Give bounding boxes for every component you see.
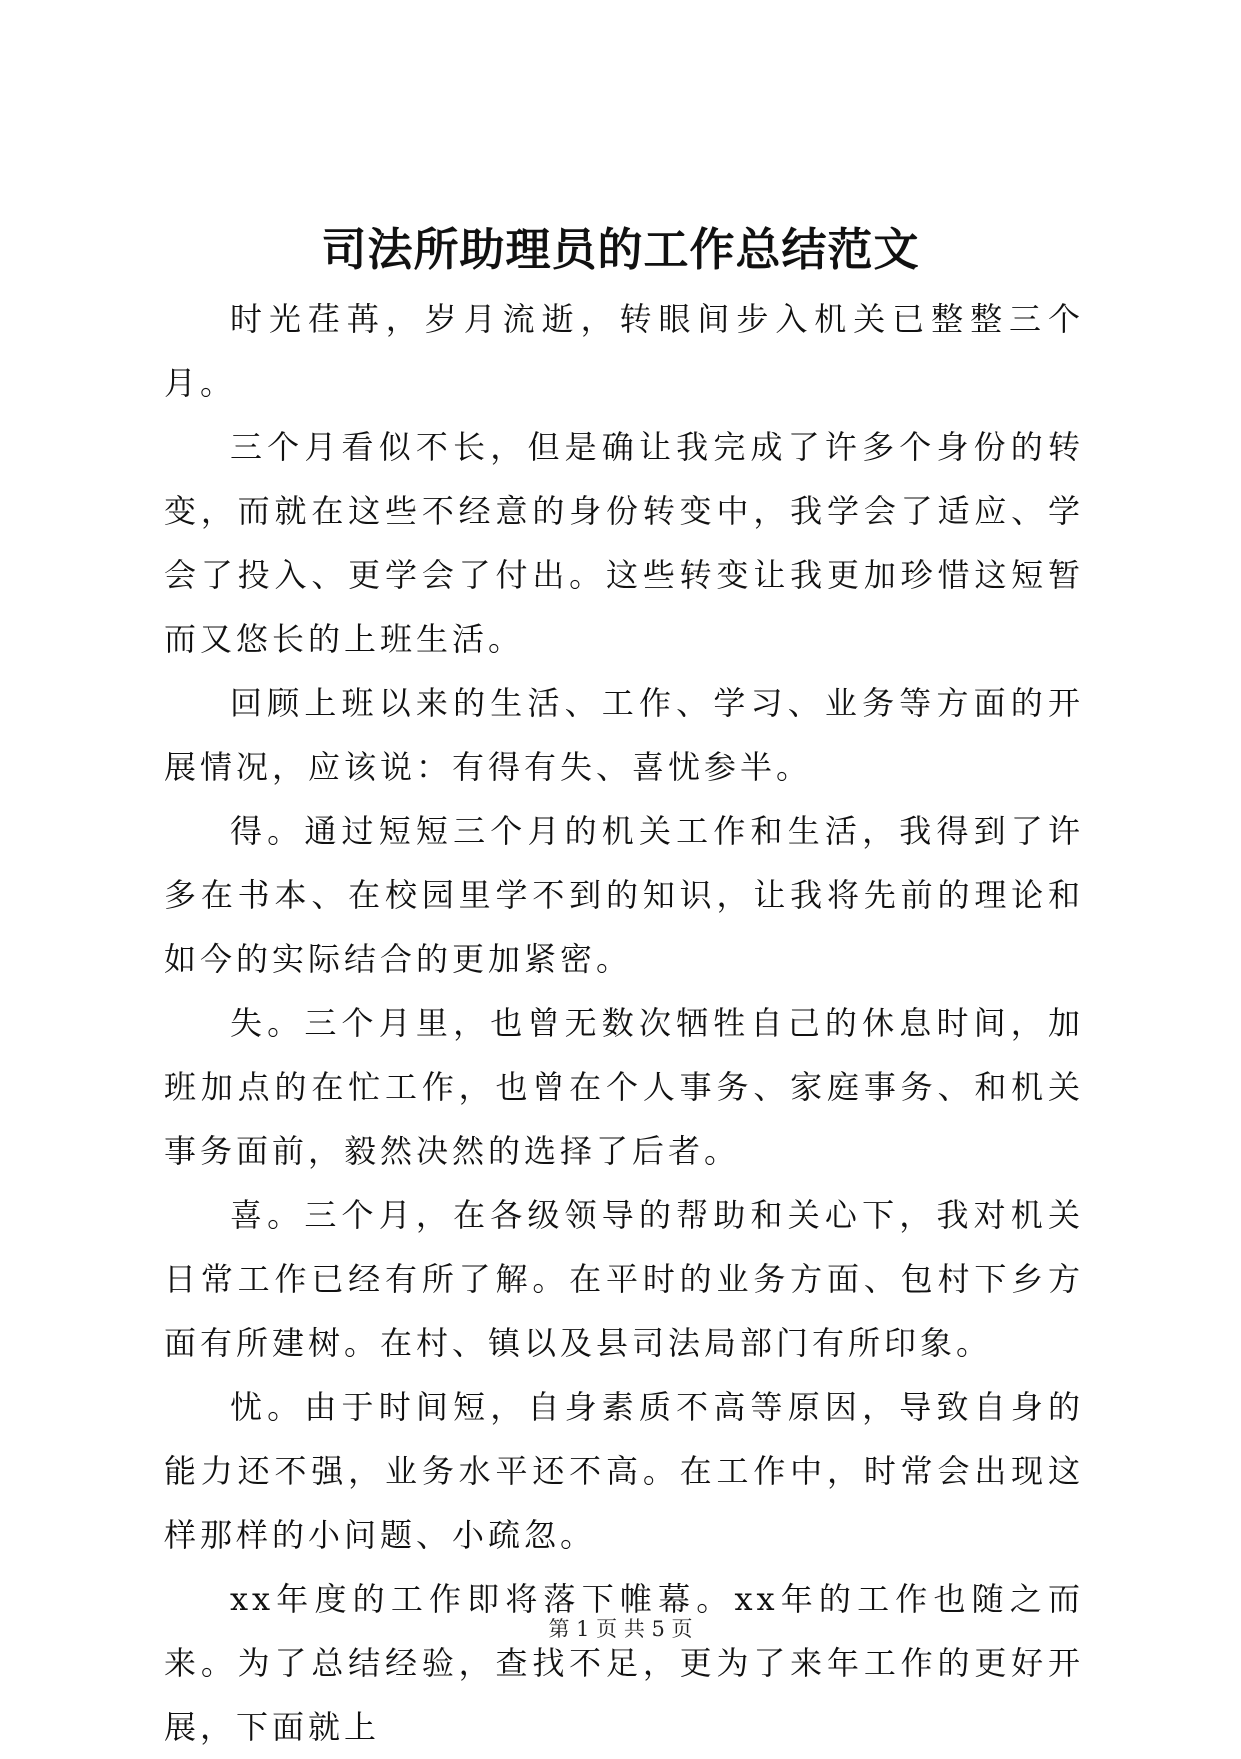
paragraph: 时光荏苒，岁月流逝，转眼间步入机关已整整三个月。 — [164, 300, 1084, 402]
document-body — [164, 287, 1084, 1759]
document-title: 司法所助理员的工作总结范文 — [321, 223, 920, 276]
page-number-footer: 第 1 页 共 5 页 — [548, 1617, 693, 1641]
paragraph: 回顾上班以来的生活、工作、学习、业务等方面的开展情况，应该说：有得有失、喜忧参半。 — [164, 684, 1084, 786]
paragraph: 得。通过短短三个月的机关工作和生活，我得到了许多在书本、在校园里学不到的知识，让我将先前的理论和如今的实际结合的更加紧密。 — [164, 812, 1084, 978]
paragraph: 忧。由于时间短，自身素质不高等原因，导致自身的能力还不强，业务水平还不高。在工作中，时常会出现这样那样的小问题、小疏忽。 — [164, 1388, 1084, 1554]
paragraph: 三个月看似不长，但是确让我完成了许多个身份的转变，而就在这些不经意的身份转变中，我学会了适应、学会了投入、更学会了付出。这些转变让我更加珍惜这短暂而又悠长的上班生活。 — [164, 428, 1084, 658]
paragraph: xx年度的工作即将落下帷幕。xx年的工作也随之而来。为了总结经验，查找不足，更为了来年工作的更好开展，下面就上 — [164, 1580, 1084, 1746]
paragraph: 失。三个月里，也曾无数次牺牲自己的休息时间，加班加点的在忙工作，也曾在个人事务、家庭事务、和机关事务面前，毅然决然的选择了后者。 — [164, 1004, 1084, 1170]
paragraph: 喜。三个月，在各级领导的帮助和关心下，我对机关日常工作已经有所了解。在平时的业务方面、包村下乡方面有所建树。在村、镇以及县司法局部门有所印象。 — [164, 1196, 1084, 1362]
